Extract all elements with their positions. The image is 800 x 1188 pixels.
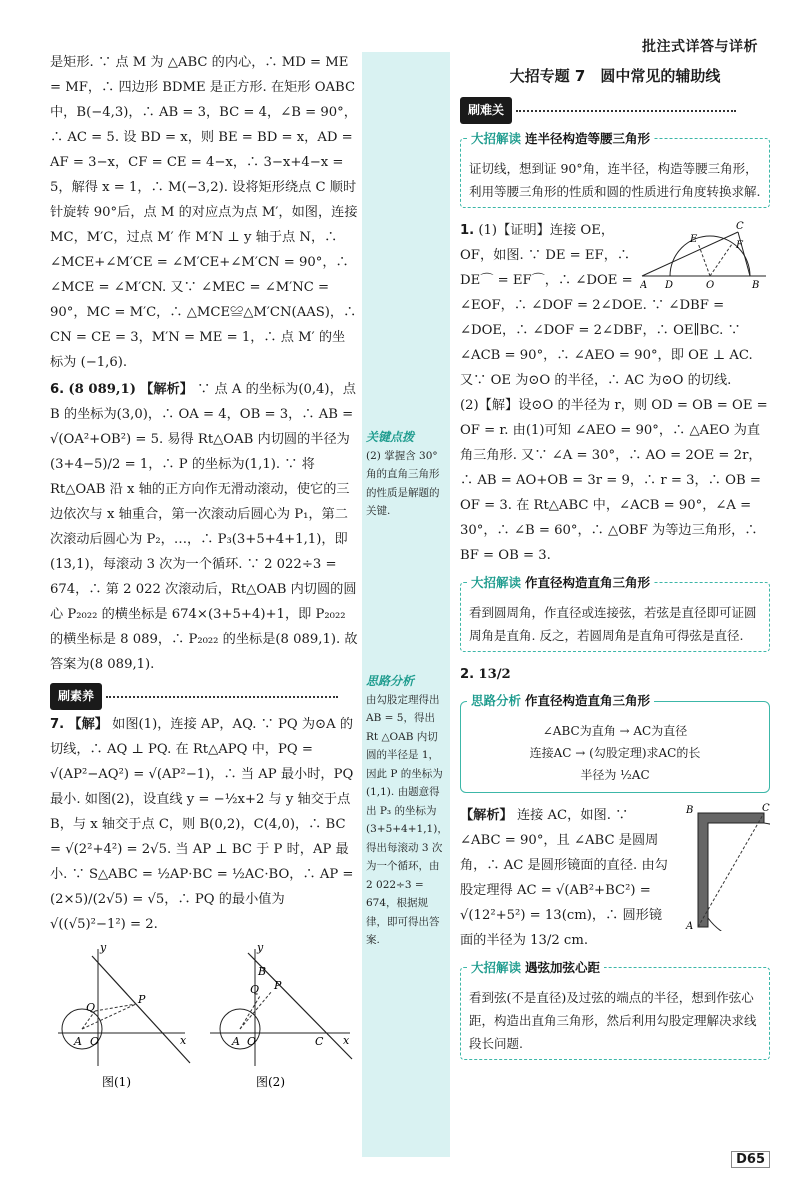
svg-text:C: C	[762, 803, 770, 814]
practice-section-header	[50, 683, 358, 710]
tip-box-2	[460, 575, 770, 652]
approach-label: 思路分析	[471, 693, 522, 708]
svg-text:x: x	[343, 1034, 350, 1047]
question-number: 7.	[50, 717, 65, 732]
tip-box-1	[460, 131, 770, 208]
svg-text:A: A	[640, 280, 648, 288]
figure-1-caption: 图(1)	[102, 1075, 131, 1089]
mirror-figure	[678, 803, 770, 931]
svg-text:E: E	[690, 234, 698, 245]
semicircle-figure	[640, 218, 770, 288]
question-6	[50, 377, 358, 677]
section-title: 大招专题 7 圆中常见的辅助线	[509, 67, 721, 85]
flow-step-3: 半径为 ½AC	[580, 768, 650, 782]
tip-topic: 连半径构造等腰三角形	[525, 131, 651, 146]
figure-1-graphic	[58, 941, 190, 1066]
tip-topic: 作直径构造直角三角形	[525, 575, 651, 590]
tip-label: 大招解读	[471, 131, 522, 146]
approach-topic: 作直径构造直角三角形	[525, 693, 651, 708]
tip-label: 大招解读	[471, 960, 522, 975]
right-column	[460, 64, 770, 1070]
figures-row	[50, 941, 358, 1091]
left-column	[50, 50, 358, 1091]
figure-2-graphic	[210, 941, 352, 1066]
flow-step-1: ∠ABC为直角 → AC为直径	[542, 724, 688, 738]
question-number: 6.	[50, 382, 65, 397]
hard-section-header	[460, 97, 770, 124]
svg-text:B: B	[258, 965, 267, 978]
svg-text:B: B	[752, 280, 760, 288]
page-number: D65	[731, 1151, 770, 1168]
figure-2-caption: 图(2)	[256, 1075, 285, 1089]
svg-text:C: C	[736, 221, 744, 232]
note-text: (2) 掌握含 30°角的直角三角形的性质是解题的关键.	[366, 449, 440, 517]
dotted-divider	[516, 110, 736, 112]
analysis-label: 【解析】	[460, 808, 513, 823]
svg-text:y: y	[257, 941, 264, 954]
tip-box-tag	[467, 127, 654, 150]
question-number: 1.	[460, 223, 475, 238]
svg-text:y: y	[100, 941, 107, 954]
question-7	[50, 712, 358, 937]
svg-text:B: B	[686, 805, 694, 816]
svg-text:Q: Q	[86, 1001, 96, 1014]
tip-topic: 遇弦加弦心距	[525, 960, 601, 975]
question-number: 2.	[460, 667, 475, 682]
coordinate-figures	[50, 941, 358, 1091]
note-title: 关键点拨	[366, 430, 415, 444]
svg-text:P: P	[138, 993, 146, 1006]
question-2-answer	[460, 662, 770, 687]
section-badge: 刷难关	[460, 97, 512, 124]
note-title: 思路分析	[366, 674, 415, 688]
tip-label: 大招解读	[471, 575, 522, 590]
answer: 13/2	[478, 667, 511, 682]
svg-text:O: O	[90, 1035, 100, 1048]
question-2-solution	[460, 803, 770, 953]
svg-text:A: A	[74, 1035, 82, 1048]
question-1	[460, 218, 770, 568]
svg-text:P: P	[274, 979, 282, 992]
tip-text: 证切线，想到证 90°角，连半径，构造等腰三角形，利用等腰三角形的性质和圆的性质进行角度转换求解.	[469, 161, 761, 199]
tip-box-3	[460, 960, 770, 1060]
svg-text:F: F	[736, 240, 743, 251]
svg-text:O: O	[706, 280, 715, 288]
approach-box-tag	[467, 690, 654, 712]
solution-continuation: 是矩形. ∵ 点 M 为 △ABC 的内心，∴ MD = ME = MF，∴ 四边形 BDME 是正方形. 在矩形 OABC 中，B(−4,3)，∴ AB = 3，BC = 4，∠B = 90°，∴ AC = 5. 设 BD = x，则 BE = BD = x，AD = AF = 3−x，CF = CE = 4−x，∴ 3−x+4−x = 5，解得 x = 1，∴ M(−3,2). 设将矩形绕点 C 顺时针旋转 90°后，点 M 的对应点为点 M′，如图，连接 MC，M′C，过点 M′ 作 M′N ⊥ y 轴于点 N，∴ ∠MCE+∠M′CE = ∠M′CE+∠M′CN = 90°，∴ ∠MCE = ∠M′CN. 又∵ ∠MEC = ∠M′NC = 90°，MC = M′C，∴ △MCE≌△M′CN(AAS)，∴ CN = CE = 3，M′N = ME = 1，∴ 点 M′ 的坐标为 (−1,6).	[50, 55, 358, 370]
tip-text: 看到圆周角，作直径或连接弦，若弦是直径即可证圆周角是直角. 反之，若圆周角是直角可得弦是直径.	[469, 605, 757, 643]
note-text: 由勾股定理得出 AB = 5，得出 Rt △OAB 内切圆的半径是 1，因此 P 的坐标为(1,1). 由题意得出 P₃ 的坐标为(3+5+4+1,1)，得出每滚动 3 次为一个循环，由 2 022÷3 = 674，根据规律，即可得出答案.	[366, 693, 448, 946]
solution-text: 如图(1)，连接 AP，AQ. ∵ PQ 为⊙A 的切线，∴ AQ ⊥ PQ. 在 Rt△APQ 中，PQ = √(AP²−AQ²) = √(AP²−1)，∴ 当 AP 最小时，PQ 最小. 如图(2)，设直线 y = −½x+2 与 y 轴交于点 B，与 x 轴交于点 C，则 B(0,2)，C(4,0)，∴ BC = √(2²+4²) = 2√5. 当 AP ⊥ BC 于 P 时，AP 最小. ∵ S△ABC = ½AP·BC = ½AC·BO，∴ AP = (2×5)/(2√5) = √5，∴ PQ 的最小值为 √((√5)²−1²) = 2.	[50, 717, 354, 932]
answer: (8 089,1)	[68, 382, 136, 397]
margin-note-approach	[366, 672, 448, 950]
svg-text:D: D	[665, 280, 674, 288]
section-badge: 刷素养	[50, 683, 102, 710]
tip-box-tag	[467, 956, 604, 979]
margin-note-key-point	[366, 428, 448, 521]
svg-text:A: A	[686, 921, 694, 931]
tip-box-tag	[467, 571, 654, 594]
flow-step-2: 连接AC → (勾股定理)求AC的长	[529, 746, 701, 760]
svg-text:A: A	[232, 1035, 240, 1048]
proof-text: (1)【证明】连接 OE，OF，如图. ∵ DE = EF，∴ DE⌒ = EF⌒，∴ ∠DOE = ∠EOF，∴ ∠DOF = 2∠DOE. ∵ ∠DBF = ∠DOE，∴ ∠DOF = 2∠DBF，∴ OE∥BC. ∵ ∠ACB = 90°，∴ ∠AEO = 90°，即 OE ⊥ AC. 又∵ OE 为⊙O 的半径，∴ AC 为⊙O 的切线.	[460, 223, 753, 388]
page-header-title: 批注式详答与详析	[642, 39, 758, 55]
dotted-divider	[106, 696, 338, 698]
analysis-label: 【解析】	[140, 382, 193, 397]
tip-text: 看到弦(不是直径)及过弦的端点的半径，想到作弦心距，构造出直角三角形，然后利用勾股定理解决求线段长问题.	[469, 990, 757, 1051]
approach-box	[460, 693, 770, 793]
svg-text:O: O	[247, 1035, 257, 1048]
analysis-text: ∵ 点 A 的坐标为(0,4)，点 B 的坐标为(3,0)，∴ OA = 4，OB = 3，∴ AB = √(OA²+OB²) = 5. 易得 Rt△OAB 内切圆的半径为 (3+4−5)/2 = 1，∴ P 的坐标为(1,1). ∵ 将 Rt△OAB 沿 x 轴的正方向作无滑动滚动，使它的三边依次与 x 轴重合，第一次滚动后圆心为 P₁，第二次滚动后圆心为 P₂，…，∴ P₃(3+5+4+1,1)，即(13,1)，每滚动 3 次为一个循环. ∵ 2 022÷3 = 674，∴ 第 2 022 次滚动后，Rt△OAB 内切圆的圆心 P₂₀₂₂ 的横坐标是 674×(3+5+4)+1，即 P₂₀₂₂ 的横坐标是 8 089，∴ P₂₀₂₂ 的坐标是(8 089,1). 故答案为(8 089,1).	[50, 382, 358, 672]
margin-note-strip	[362, 52, 450, 1157]
svg-text:C: C	[315, 1035, 324, 1048]
solution-label: 【解】	[68, 717, 108, 732]
analysis-text: 连接 AC，如图. ∵ ∠ABC = 90°，且 ∠ABC 是圆周角，∴ AC 是圆形镜面的直径. 由勾股定理得 AC = √(AB²+BC²) = √(12²+5²) = 13(cm)，∴ 圆形镜面的半径为 13/2 cm.	[460, 808, 668, 948]
svg-text:Q: Q	[250, 983, 260, 996]
svg-text:x: x	[180, 1034, 187, 1047]
solution-text: (2)【解】设⊙O 的半径为 r，则 OD = OB = OE = OF = r. 由(1)可知 ∠AEO = 90°，∴ △AEO 为直角三角形. 又∵ ∠A = 30°，∴ AO = 2OE = 2r，∴ AB = AO+OB = 3r = 9，∴ r = 3，∴ OB = OF = 3. 在 Rt△ABC 中，∠ACB = 90°，∠A = 30°，∴ ∠B = 60°，∴ △OBF 为等边三角形，∴ BF = OB = 3.	[460, 398, 768, 563]
